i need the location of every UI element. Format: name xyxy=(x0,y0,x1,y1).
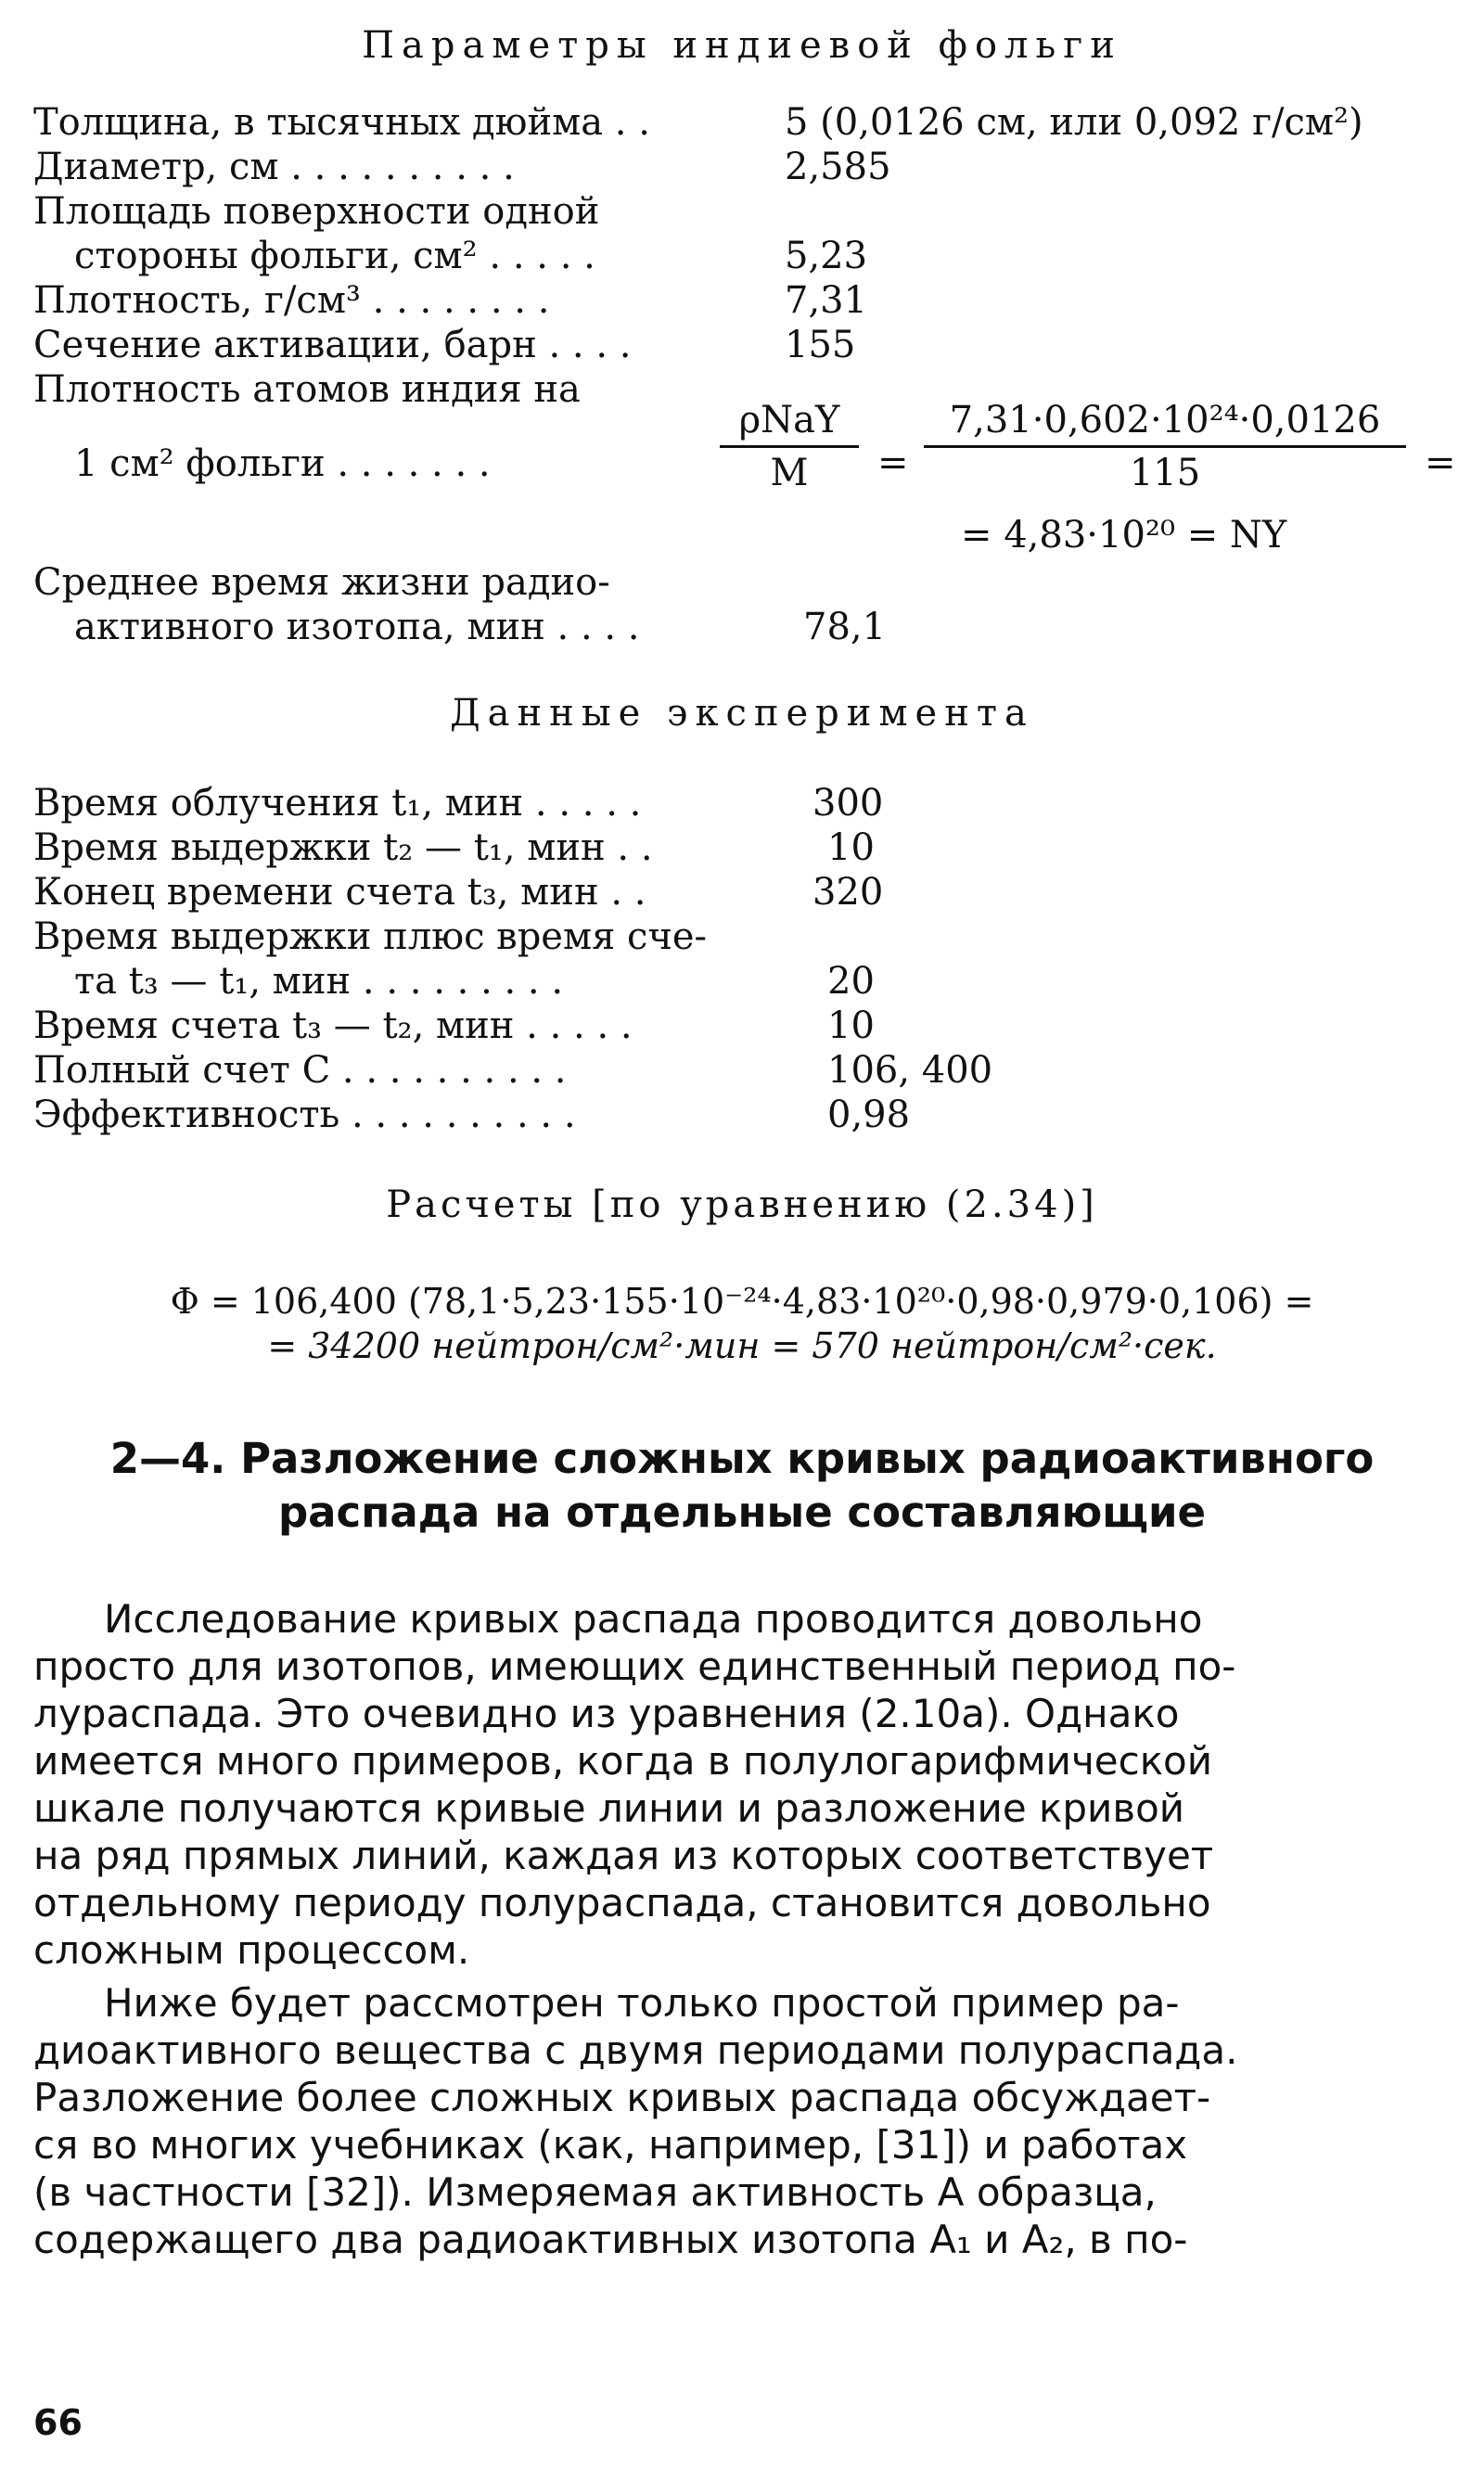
lifetime-value: 78,1 xyxy=(803,606,887,648)
paragraph-line: Разложение более сложных кривых распада обсуждает- xyxy=(33,2075,1211,2120)
paragraph-line: Исследование кривых распада проводится довольно xyxy=(104,1596,1203,1642)
experiment-value: 106, 400 xyxy=(827,1049,993,1092)
paragraph-line: сложным процессом. xyxy=(33,1927,470,1973)
fraction-denominator: M xyxy=(770,452,809,494)
experiment-section-title: Данные эксперимента xyxy=(450,692,1034,735)
paragraph-line: Ниже будет рассмотрен только простой пример ра- xyxy=(104,1980,1180,2026)
paragraph-1 xyxy=(33,1595,1451,1974)
experiment-value: 10 xyxy=(827,826,875,869)
fraction-numerator: ρNaY xyxy=(738,399,840,441)
formula-equals: = xyxy=(877,441,909,484)
page-number: 66 xyxy=(33,2402,83,2443)
param-value: 2,585 xyxy=(785,146,891,188)
formula-result: = 4,83·10²⁰ = NY xyxy=(961,514,1287,556)
param-label: Плотность, г/см³ . . . . . . . . xyxy=(33,279,550,322)
param-label: Толщина, в тысячных дюйма . . xyxy=(33,101,650,144)
param-label: стороны фольги, см² . . . . . xyxy=(74,235,595,277)
params-section-title: Параметры индиевой фольги xyxy=(362,24,1122,67)
paragraph-line: лураспада. Это очевидно из уравнения (2.10а). Однако xyxy=(33,1691,1180,1736)
param-label: Плотность атомов индия на xyxy=(33,368,581,411)
calc-formula-line-2: = 34200 нейтрон/см²·мин = 570 нейтрон/см²·сек. xyxy=(267,1325,1217,1366)
lifetime-label: Среднее время жизни радио- xyxy=(33,561,610,604)
formula-equals: = xyxy=(1425,441,1456,484)
section-heading-line-2: распада на отдельные составляющие xyxy=(277,1488,1207,1537)
param-label: Сечение активации, барн . . . . xyxy=(33,324,632,366)
section-heading-line-1: 2—4. Разложение сложных кривых радиоактивного xyxy=(109,1434,1375,1483)
param-label: Диаметр, см . . . . . . . . . . xyxy=(33,146,515,188)
param-label: 1 см² фольги . . . . . . . xyxy=(74,442,491,485)
experiment-label: Конец времени счета t₃, мин . . xyxy=(33,871,646,914)
paragraph-line: имеется много примеров, когда в полулогарифмической xyxy=(33,1738,1213,1784)
formula-fraction-left xyxy=(720,399,859,494)
param-label: Площадь поверхности одной xyxy=(33,190,600,233)
paragraph-line: (в частности [32]). Измеряемая активность A образца, xyxy=(33,2169,1157,2215)
param-value: 5,23 xyxy=(785,235,868,277)
fraction-bar xyxy=(720,445,859,448)
paragraph-line: ся во многих учебниках (как, например, [31]) и работах xyxy=(33,2122,1188,2168)
experiment-value: 0,98 xyxy=(827,1094,911,1136)
experiment-value: 10 xyxy=(827,1004,875,1047)
book-page xyxy=(33,0,1456,2469)
experiment-label: Время выдержки t₂ — t₁, мин . . xyxy=(33,826,653,869)
paragraph-line: отдельному периоду полураспада, становится довольно xyxy=(33,1880,1211,1925)
experiment-value: 20 xyxy=(827,960,875,1003)
paragraph-2 xyxy=(33,1979,1451,2263)
experiment-label: Время облучения t₁, мин . . . . . xyxy=(33,782,642,825)
experiment-label: Время счета t₃ — t₂, мин . . . . . xyxy=(33,1004,633,1047)
experiment-label: Полный счет C . . . . . . . . . . xyxy=(33,1049,567,1092)
fraction-denominator: 115 xyxy=(1129,452,1201,494)
experiment-label: та t₃ — t₁, мин . . . . . . . . . xyxy=(74,960,564,1003)
calc-section-title: Расчеты [по уравнению (2.34)] xyxy=(386,1183,1098,1226)
fraction-bar xyxy=(924,445,1406,448)
paragraph-line: на ряд прямых линий, каждая из которых соответствует xyxy=(33,1833,1214,1878)
experiment-value: 320 xyxy=(812,871,884,914)
fraction-numerator: 7,31·0,602·10²⁴·0,0126 xyxy=(949,399,1381,441)
experiment-label: Эффективность . . . . . . . . . . xyxy=(33,1094,576,1136)
param-value: 155 xyxy=(785,324,856,366)
paragraph-line: шкале получаются кривые линии и разложение кривой xyxy=(33,1785,1185,1831)
paragraph-line: содержащего два радиоактивных изотопа A₁ и A₂, в по- xyxy=(33,2217,1188,2262)
paragraph-line: просто для изотопов, имеющих единственный период по- xyxy=(33,1644,1236,1689)
experiment-value: 300 xyxy=(812,782,884,825)
param-value: 7,31 xyxy=(785,279,868,322)
calc-formula-line-1: Φ = 106,400 (78,1·5,23·155·10⁻²⁴·4,83·10²⁰·0,98·0,979·0,106) = xyxy=(170,1281,1314,1322)
lifetime-label: активного изотопа, мин . . . . xyxy=(74,606,640,648)
experiment-label: Время выдержки плюс время сче- xyxy=(33,915,708,958)
param-value: 5 (0,0126 см, или 0,092 г/см²) xyxy=(785,101,1363,144)
paragraph-line: диоактивного вещества с двумя периодами полураспада. xyxy=(33,2028,1238,2073)
formula-fraction-right xyxy=(924,399,1406,494)
